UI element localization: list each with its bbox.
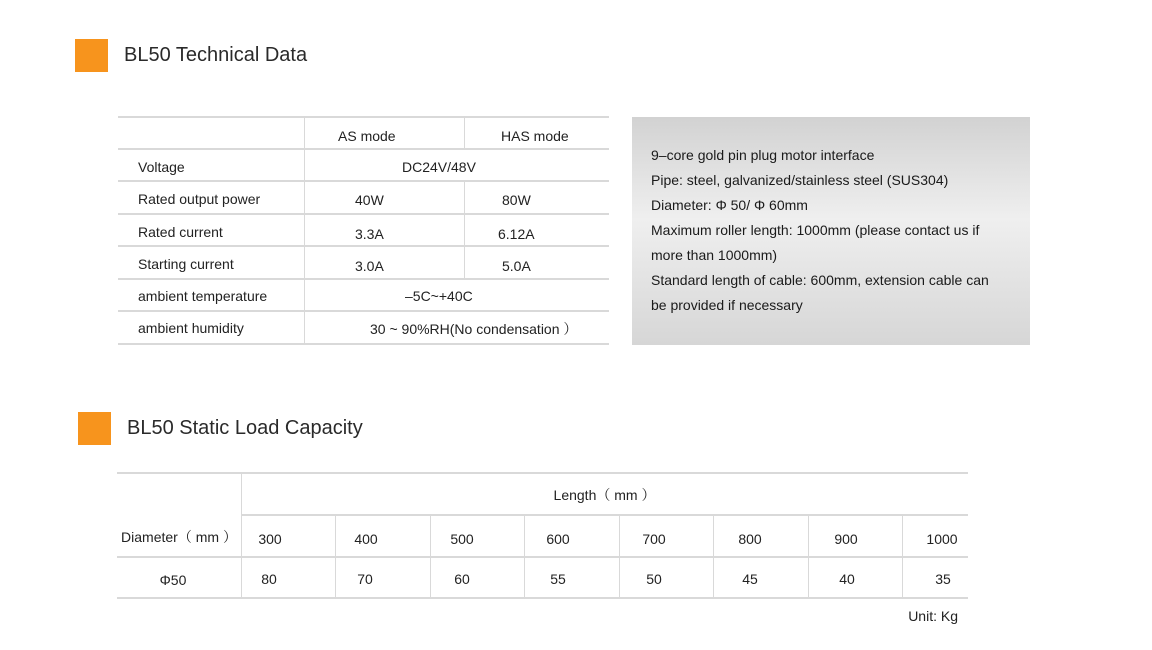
ambient-temperature-value: –5C~+40C [405, 288, 473, 304]
starting-current-has: 5.0A [502, 258, 531, 274]
load-value: 55 [550, 571, 566, 587]
load-value: 45 [742, 571, 758, 587]
load-value: 70 [357, 571, 373, 587]
row-label-ambient-humidity: ambient humidity [138, 320, 244, 336]
length-column-header: 700 [642, 531, 666, 547]
feature-line: Diameter: Φ 50/ Φ 60mm [651, 197, 808, 213]
diameter-header: Diameter（ mm ） [121, 529, 237, 545]
length-column-header: 800 [738, 531, 762, 547]
row-label-phi50: Φ50 [159, 572, 187, 588]
feature-line: 9–core gold pin plug motor interface [651, 147, 875, 163]
tech-data-title: BL50 Technical Data [124, 44, 308, 66]
load-capacity-table [117, 472, 968, 624]
section-marker-icon [75, 39, 108, 72]
row-label-rated-output-power: Rated output power [138, 191, 261, 207]
load-value: 50 [646, 571, 662, 587]
feature-line: more than 1000mm) [651, 247, 778, 263]
length-column-header: 900 [834, 531, 858, 547]
feature-line: be provided if necessary [651, 297, 803, 313]
section-marker-icon [78, 412, 111, 445]
feature-line: Standard length of cable: 600mm, extension cable can [651, 272, 989, 288]
starting-current-as: 3.0A [355, 258, 384, 274]
length-column-header: 1000 [926, 531, 958, 547]
load-value: 80 [261, 571, 277, 587]
tech-data-table [118, 116, 609, 345]
rated-output-power-as: 40W [355, 192, 384, 208]
header-has-mode: HAS mode [501, 128, 569, 144]
row-label-starting-current: Starting current [138, 256, 234, 272]
length-column-header: 600 [546, 531, 570, 547]
length-header: Length（ mm ） [553, 487, 656, 503]
header-as-mode: AS mode [338, 128, 396, 144]
row-label-ambient-temperature: ambient temperature [138, 288, 268, 304]
load-value: 40 [839, 571, 855, 587]
rated-output-power-has: 80W [502, 192, 531, 208]
unit-label: Unit: Kg [908, 608, 958, 624]
feature-description-box [632, 117, 1030, 345]
rated-current-as: 3.3A [355, 226, 384, 242]
load-capacity-title: BL50 Static Load Capacity [127, 417, 363, 439]
length-column-header: 400 [354, 531, 378, 547]
load-value: 60 [454, 571, 470, 587]
feature-line: Pipe: steel, galvanized/stainless steel (SUS304) [651, 172, 949, 188]
length-column-header: 500 [450, 531, 474, 547]
length-column-header: 300 [258, 531, 282, 547]
row-label-voltage: Voltage [138, 159, 185, 175]
rated-current-has: 6.12A [498, 226, 535, 242]
load-value: 35 [935, 571, 951, 587]
voltage-value: DC24V/48V [402, 159, 476, 175]
feature-line: Maximum roller length: 1000mm (please contact us if [651, 222, 980, 238]
ambient-humidity-value: 30 ~ 90%RH(No condensation ） [370, 321, 578, 337]
row-label-rated-current: Rated current [138, 224, 223, 240]
